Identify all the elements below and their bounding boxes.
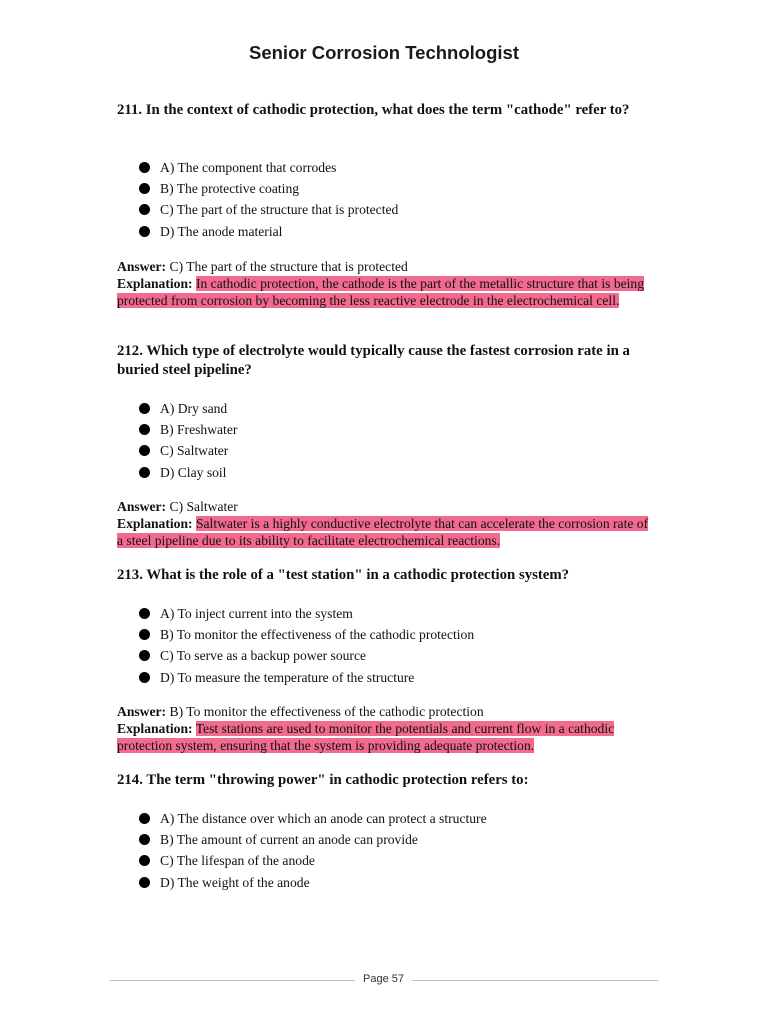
explanation-highlight: In cathodic protection, the cathode is the part of the metallic structure that is being protected from corrosion by becoming the less reactive electrode in the electrochemical cell. (117, 276, 645, 308)
option-a: A) The component that corrodes (117, 157, 657, 178)
bullet-icon (139, 424, 150, 435)
bullet-icon (139, 877, 150, 888)
bullet-icon (139, 629, 150, 640)
answer-line: Answer: C) The part of the structure that is protected (117, 259, 408, 274)
option-d: D) Clay soil (117, 462, 657, 483)
option-d: D) To measure the temperature of the structure (117, 667, 657, 688)
option-b: B) The protective coating (117, 178, 657, 199)
option-d: D) The anode material (117, 221, 657, 242)
bullet-icon (139, 467, 150, 478)
option-c: C) Saltwater (117, 440, 657, 461)
explanation-line: Explanation: Saltwater is a highly conductive electrolyte that can accelerate the corrosion rate of a steel pipeline due to its ability to facilitate electrochemical reactions. (117, 516, 649, 548)
bullet-icon (139, 834, 150, 845)
option-b: B) The amount of current an anode can provide (117, 829, 657, 850)
bullet-icon (139, 204, 150, 215)
bullet-icon (139, 608, 150, 619)
question-213 (117, 566, 657, 585)
option-a: A) The distance over which an anode can protect a structure (117, 808, 657, 829)
question-211 (117, 101, 657, 120)
question-title: 214. The term "throwing power" in cathodic protection refers to: (117, 772, 529, 788)
bullet-icon (139, 672, 150, 683)
answer-line: Answer: B) To monitor the effectiveness of the cathodic protection (117, 704, 484, 719)
bullet-icon (139, 162, 150, 173)
bullet-icon (139, 813, 150, 824)
bullet-icon (139, 403, 150, 414)
option-a: A) To inject current into the system (117, 603, 657, 624)
option-c: C) The lifespan of the anode (117, 850, 657, 871)
option-d: D) The weight of the anode (117, 872, 657, 893)
options-list (117, 398, 657, 483)
page-number: Page 57 (363, 973, 404, 985)
question-title: 212. Which type of electrolyte would typically cause the fastest corrosion rate in a buried steel pipeline? (117, 343, 630, 378)
explanation-highlight: Saltwater is a highly conductive electrolyte that can accelerate the corrosion rate of a steel pipeline due to its ability to facilitate electrochemical reactions. (117, 516, 649, 548)
bullet-icon (139, 183, 150, 194)
explanation-line: Explanation: In cathodic protection, the cathode is the part of the metallic structure that is being protected from corrosion by becoming the less reactive electrode in the electrochemical cell. (117, 276, 645, 308)
bullet-icon (139, 650, 150, 661)
bullet-icon (139, 226, 150, 237)
option-b: B) To monitor the effectiveness of the cathodic protection (117, 624, 657, 645)
answer-block (117, 703, 657, 754)
option-b: B) Freshwater (117, 419, 657, 440)
question-214 (117, 771, 657, 790)
answer-line: Answer: C) Saltwater (117, 499, 238, 514)
page-title: Senior Corrosion Technologist (249, 42, 519, 63)
bullet-icon (139, 855, 150, 866)
question-212 (117, 342, 657, 380)
footer-divider-left (110, 980, 355, 981)
options-list (117, 603, 657, 688)
options-list (117, 808, 657, 893)
options-list (117, 157, 657, 242)
option-c: C) To serve as a backup power source (117, 645, 657, 666)
answer-block (117, 258, 657, 309)
option-a: A) Dry sand (117, 398, 657, 419)
explanation-highlight: Test stations are used to monitor the potentials and current flow in a cathodic protection system, ensuring that the system is providing adequate protection. (117, 721, 615, 753)
question-title: 211. In the context of cathodic protection, what does the term "cathode" refer to? (117, 102, 630, 118)
option-c: C) The part of the structure that is protected (117, 199, 657, 220)
question-title: 213. What is the role of a "test station" in a cathodic protection system? (117, 567, 570, 583)
bullet-icon (139, 445, 150, 456)
answer-block (117, 498, 657, 549)
footer-divider-right (412, 980, 658, 981)
explanation-line: Explanation: Test stations are used to monitor the potentials and current flow in a cathodic protection system, ensuring that the system is providing adequate protection. (117, 721, 615, 753)
